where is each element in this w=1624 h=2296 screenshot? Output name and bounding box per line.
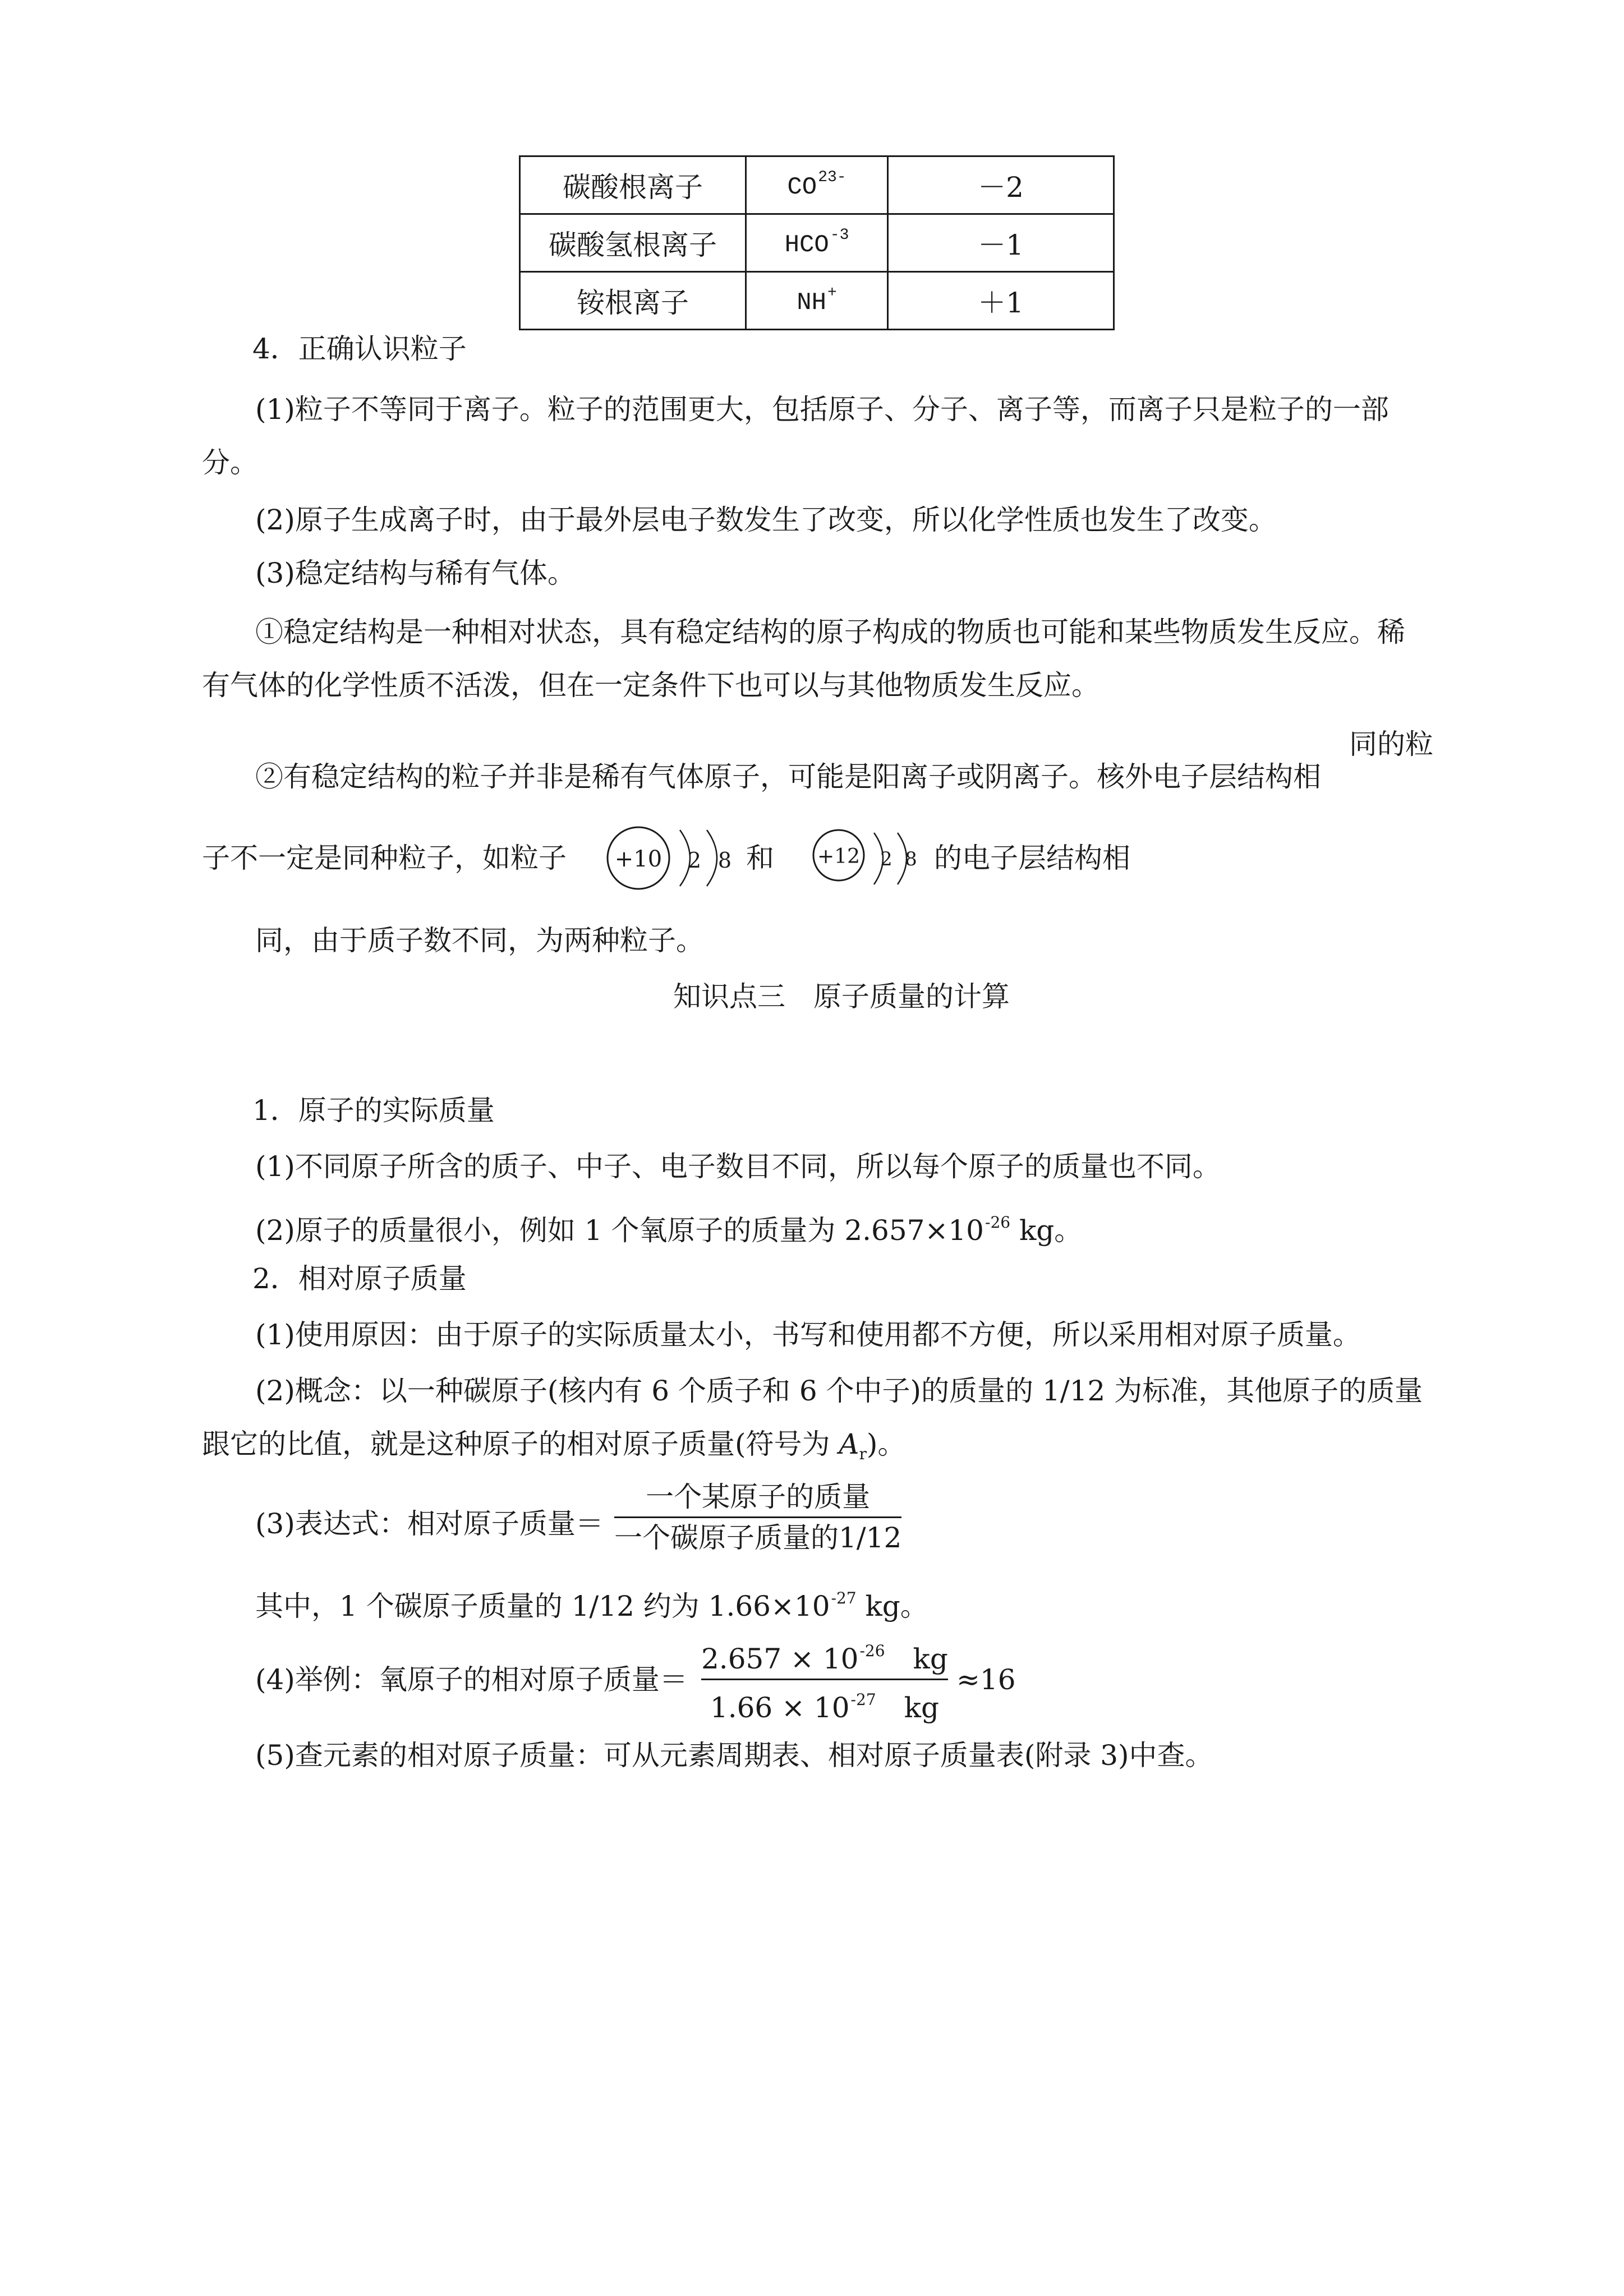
formula-label: (4)举例：氧原子的相对原子质量＝ [255,1663,688,1696]
atom-diagram-svg [808,822,931,900]
shell-electrons: 8 [905,848,917,870]
conjunction: 和 [746,842,774,874]
atom-diagram-svg [600,822,746,900]
shell-electrons: 2 [880,848,892,870]
section-heading: 4．正确认识粒子 [252,333,467,365]
paragraph: (1)使用原因：由于原子的实际质量太小，书写和使用都不方便，所以采用相对原子质量。 [255,1318,1361,1351]
paragraph: 分。 [202,446,258,479]
paragraph [255,1206,1082,1247]
ion-formula: $CO^{23-}$ [746,156,888,214]
ion-name: 铵根离子 [520,272,746,330]
paragraph: ②有稳定结构的粒子并非是稀有气体原子，可能是阳离子或阴离子。核外电子层结构相 [255,760,1321,793]
ion-charge: －1 [888,214,1114,272]
text: kg。 [1010,1214,1083,1247]
exponent: -27 [831,1589,857,1607]
text: (2)原子的质量很小，例如 1 个氧原子的质量为 2.657×10 [255,1214,984,1247]
paragraph: (2)概念：以一种碳原子(核内有 6 个质子和 6 个中子)的质量的 1/12 为标准，其他原子的质量 [255,1375,1423,1407]
ion-charge: －2 [888,156,1114,214]
paragraph: 子不一定是同种粒子，如粒子 [202,842,567,874]
electron-shell-arc [707,830,717,886]
table-row [520,272,1114,330]
fraction-numerator: 一个某原子的质量 [646,1481,871,1513]
paragraph: (1)粒子不等同于离子。粒子的范围更大，包括原子、分子、离子等，而离子只是粒子的一部 [255,393,1389,426]
section-heading: 1．原子的实际质量 [252,1094,495,1127]
paragraph: (2)原子生成离子时，由于最外层电子数发生了改变，所以化学性质也发生了改变。 [255,504,1277,536]
text: 跟它的比值，就是这种原子的相对原子质量(符号为 [202,1428,839,1460]
paragraph-fragment: 同的粒 [1349,728,1433,760]
table-row [520,156,1114,214]
paragraph [255,1582,928,1623]
paragraph: ①稳定结构是一种相对状态，具有稳定结构的原子构成的物质也可能和某些物质发生反应。稀 [255,616,1405,648]
ion-charge: ＋1 [888,272,1114,330]
section-title: 知识点三 原子质量的计算 [673,980,1010,1013]
paragraph: 有气体的化学性质不活泼，但在一定条件下也可以与其他物质发生反应。 [202,669,1099,702]
fraction [701,1635,948,1724]
fraction-denominator: $1.66 \times 10^{-27}$ kg [710,1690,939,1724]
ion-table [519,155,1115,330]
shell-electrons: 2 [687,848,702,873]
shell-electrons: 8 [717,848,732,873]
paragraph: (3)稳定结构与稀有气体。 [255,557,576,589]
ion-name: 碳酸氢根离子 [520,214,746,272]
ion-formula: NH+ [746,272,888,330]
formula-label: (3)表达式：相对原子质量＝ [255,1507,604,1540]
text: kg。 [856,1590,928,1622]
subscript: r [859,1445,867,1463]
table-row [520,214,1114,272]
paragraph: (5)查元素的相对原子质量：可从元素周期表、相对原子质量表(附录 3)中查。 [255,1739,1213,1772]
atom-structure-diagram [600,822,746,900]
atom-structure-diagram [808,822,931,900]
paragraph: (1)不同原子所含的质子、中子、电子数目不同，所以每个原子的质量也不同。 [255,1150,1221,1183]
text: 其中，1 个碳原子质量的 1/12 约为 1.66×10 [255,1590,830,1622]
fraction-denominator: 一个碳原子质量的1/12 [614,1522,902,1554]
ion-name: 碳酸根离子 [520,156,746,214]
fraction-numerator: $2.657 \times 10^{-26}$ kg [701,1642,948,1675]
paragraph [202,1427,905,1471]
paragraph: 同，由于质子数不同，为两种粒子。 [255,924,704,957]
paragraph: 的电子层结构相 [934,842,1130,874]
fraction-bar [701,1679,948,1680]
fraction [614,1481,901,1554]
exponent: -26 [984,1213,1011,1232]
fraction-bar [614,1516,901,1518]
section-heading: 2．相对原子质量 [252,1262,467,1295]
nucleus-charge: +12 [817,845,860,868]
symbol: A [839,1428,859,1460]
ion-formula: $HCO^{-3}$ [746,214,888,272]
nucleus-charge: +10 [614,846,663,872]
formula-result: ≈16 [956,1663,1016,1696]
text: )。 [866,1428,906,1460]
